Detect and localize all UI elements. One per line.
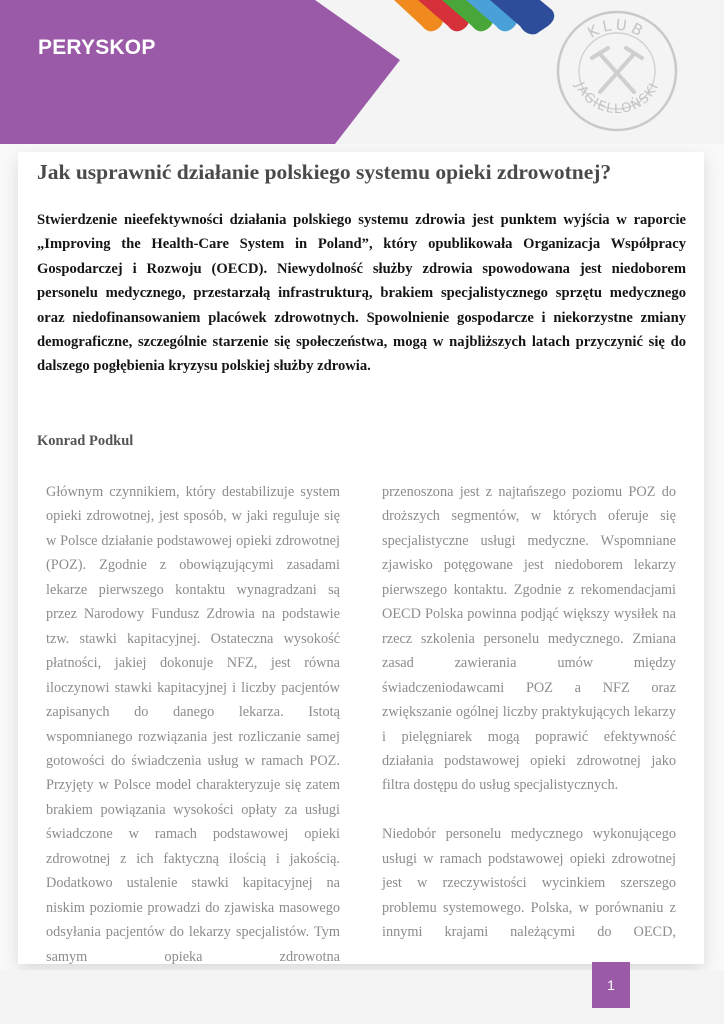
- left-column-paragraph: Głównym czynnikiem, który destabilizuje system opieki zdrowotnej, jest sposób, w jaki reguluje się w Polsce działanie podstawowej opieki zdrowotnej (POZ). Zgodnie z obowiązującymi zasadami lekarze pierwszego kontaktu wynagradzani są przez Narodowy Fundusz Zdrowia na podstawie tzw. stawki kapitacyjnej. Ostateczna wysokość płatności, jakiej dokonuje NFZ, jest równa iloczynowi stawki kapitacyjnej i liczby pacjentów zapisanych do danego lekarza. Istotą wspomnianego rozwiązania jest rozliczanie samej gotowości do świadczenia usług w ramach POZ. Przyjęty w Polsce model charakteryzuje się zatem brakiem powiązania wysokości opłaty za usługi świadczone w ramach podstawowej opieki zdrowotnej z ich faktyczną ilością i jakością. Dodatkowo ustalenie stawki kapitacyjnej na niskim poziomie prowadzi do zjawiska masowego odsyłania pacjentów do lekarzy specjalistów. Tym samym opieka zdrowotna: [46, 484, 340, 965]
- left-column: [46, 480, 340, 969]
- logo-text-top: KLUB: [584, 15, 650, 42]
- header-banner: [0, 0, 410, 144]
- page-number: 1: [592, 962, 630, 1008]
- crossed-hammers-icon: [592, 48, 642, 92]
- right-column-paragraph: przenoszona jest z najtańszego poziomu POZ do droższych segmentów, w których oferuje się specjalistyczne usługi medyczne. Wspomniane zjawisko potęgowane jest niedoborem lekarzy pierwszego kontaktu. Zgodnie z rekomendacjami OECD Polska powinna podjąć większy wysiłek na rzecz szkolenia personelu medycznego. Zmiana zasad zawierania umów między świadczeniodawcami POZ a NFZ oraz zwiększanie ogólnej liczby praktykujących lekarzy i pielęgniarek mogą poprawić efektywność działania podstawowej opieki zdrowotnej jako filtra dostępu do usług specjalistycznych.: [382, 484, 676, 794]
- article-author: Konrad Podkul: [37, 433, 134, 449]
- club-logo: [554, 8, 680, 139]
- logo-text-bottom: JAGIELLOŃSKI: [571, 80, 663, 118]
- color-stripes: [390, 0, 560, 36]
- header-banner-shape: [0, 0, 400, 144]
- article-lead: Stwierdzenie nieefektywności działania polskiego systemu zdrowia jest punktem wyjścia w raporcie „Improving the Health-Care System in Poland”, który opublikowała Organizacja Współpracy Gospodarczej i Rozwoju (OECD). Niewydolność służby zdrowia spowodowana jest niedoborem personelu medycznego, przestarzałą infrastrukturą, brakiem specjalistycznego sprzętu medycznego oraz niedofinansowaniem placówek zdrowotnych. Spowolnienie gospodarcze i niekorzystne zmiany demograficzne, szczególnie starzenie się społeczeństwa, mogą w najbliższych latach przyczynić się do dalszego pogłębienia kryzysu polskiej służby zdrowia.: [37, 212, 686, 375]
- right-column-paragraph: Niedobór personelu medycznego wykonującego usługi w ramach podstawowej opieki zdrowotnej jest w rzeczywistości wycinkiem szerszego problemu systemowego. Polska, w porównaniu z innymi krajami należącymi do OECD,: [382, 826, 676, 941]
- brand-title: PERYSKOP: [38, 36, 156, 59]
- article-title: Jak usprawnić działanie polskiego systemu opieki zdrowotnej?: [37, 160, 612, 184]
- right-column: [382, 480, 676, 945]
